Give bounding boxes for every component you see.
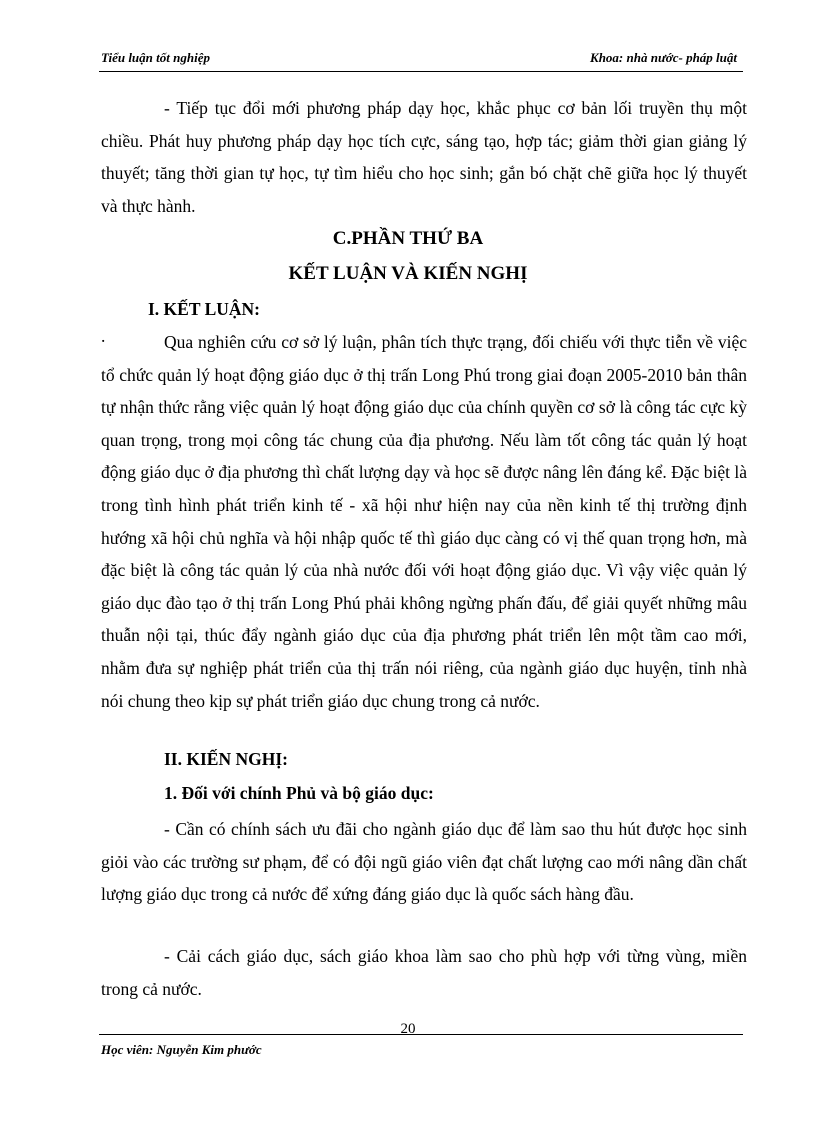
header-divider (99, 71, 743, 72)
header-right: Khoa: nhà nước- pháp luật (590, 50, 737, 65)
page-number: 20 (400, 1021, 416, 1037)
conclusion-paragraph: Qua nghiên cứu cơ sở lý luận, phân tích thực trạng, đối chiếu với thực tiễn về việc tổ chức quản lý hoạt động giáo dục ở thị trấn Long Phú trong giai đoạn 2005-2010 bản thân tự nhận thức rằng việc quản lý hoạt động giáo dục của chính quyền cơ sở là công tác cực kỳ quan trọng, trong mọi công tác chung của địa phương. Nếu làm tốt công tác quản lý hoạt động giáo dục ở địa phương thì chất lượng dạy và học sẽ được nâng lên đáng kể. Đặc biệt là trong tình hình phát triển kinh tế - xã hội như hiện nay của nền kinh tế thị trường định hướng xã hội chủ nghĩa và hội nhập quốc tế thì giáo dục càng có vị thế quan trọng hơn, mà đặc biệt là công tác quản lý của nhà nước đối với hoạt động giáo dục. Vì vậy việc quản lý giáo dục đào tạo ở thị trấn Long Phú phải không ngừng phấn đấu, để giải quyết những mâu thuẫn nội tại, thúc đẩy ngành giáo dục của địa phương phát triển lên một tầm cao mới, nhằm đưa sự nghiệp phát triển của thị trấn nói riêng, của ngành giáo dục huyện, tỉnh nhà nói chung theo kịp sự phát triển giáo dục chung trong cả nước. (101, 332, 747, 711)
section-recommendation-title: II. KIẾN NGHỊ: (164, 749, 288, 769)
header-left: Tiểu luận tốt nghiệp (101, 50, 210, 65)
intro-paragraph: - Tiếp tục đổi mới phương pháp dạy học, khắc phục cơ bản lối truyền thụ một chiều. Phát huy phương pháp dạy học tích cực, sáng tạo, hợp tác; giảm thời gian giảng lý thuyết; tăng thời gian tự học, tự tìm hiểu cho học sinh; gắn bó chặt chẽ giữa học lý thuyết và thực hành. (101, 98, 747, 216)
footer-author: Học viên: Nguyễn Kim phước (101, 1042, 262, 1057)
section-conclusion-title: I. KẾT LUẬN: (148, 299, 260, 319)
footer-divider (99, 1034, 743, 1035)
recommendation-paragraph-1: - Cần có chính sách ưu đãi cho ngành giáo dục để làm sao thu hút được học sinh giỏi vào các trường sư phạm, để có đội ngũ giáo viên đạt chất lượng cao mới nâng dần chất lượng giáo dục trong cả nước để xứng đáng giáo dục là quốc sách hàng đầu. (101, 819, 747, 905)
part-subtitle: KẾT LUẬN VÀ KIẾN NGHỊ (288, 263, 528, 284)
recommendation-paragraph-2: - Cải cách giáo dục, sách giáo khoa làm sao cho phù hợp với từng vùng, miền trong cả nước. (101, 946, 747, 999)
part-title: C.PHẦN THỨ BA (332, 228, 484, 249)
conclusion-dot: . (101, 326, 106, 346)
subsection-government-title: 1. Đối với chính Phủ và bộ giáo dục: (164, 783, 434, 803)
